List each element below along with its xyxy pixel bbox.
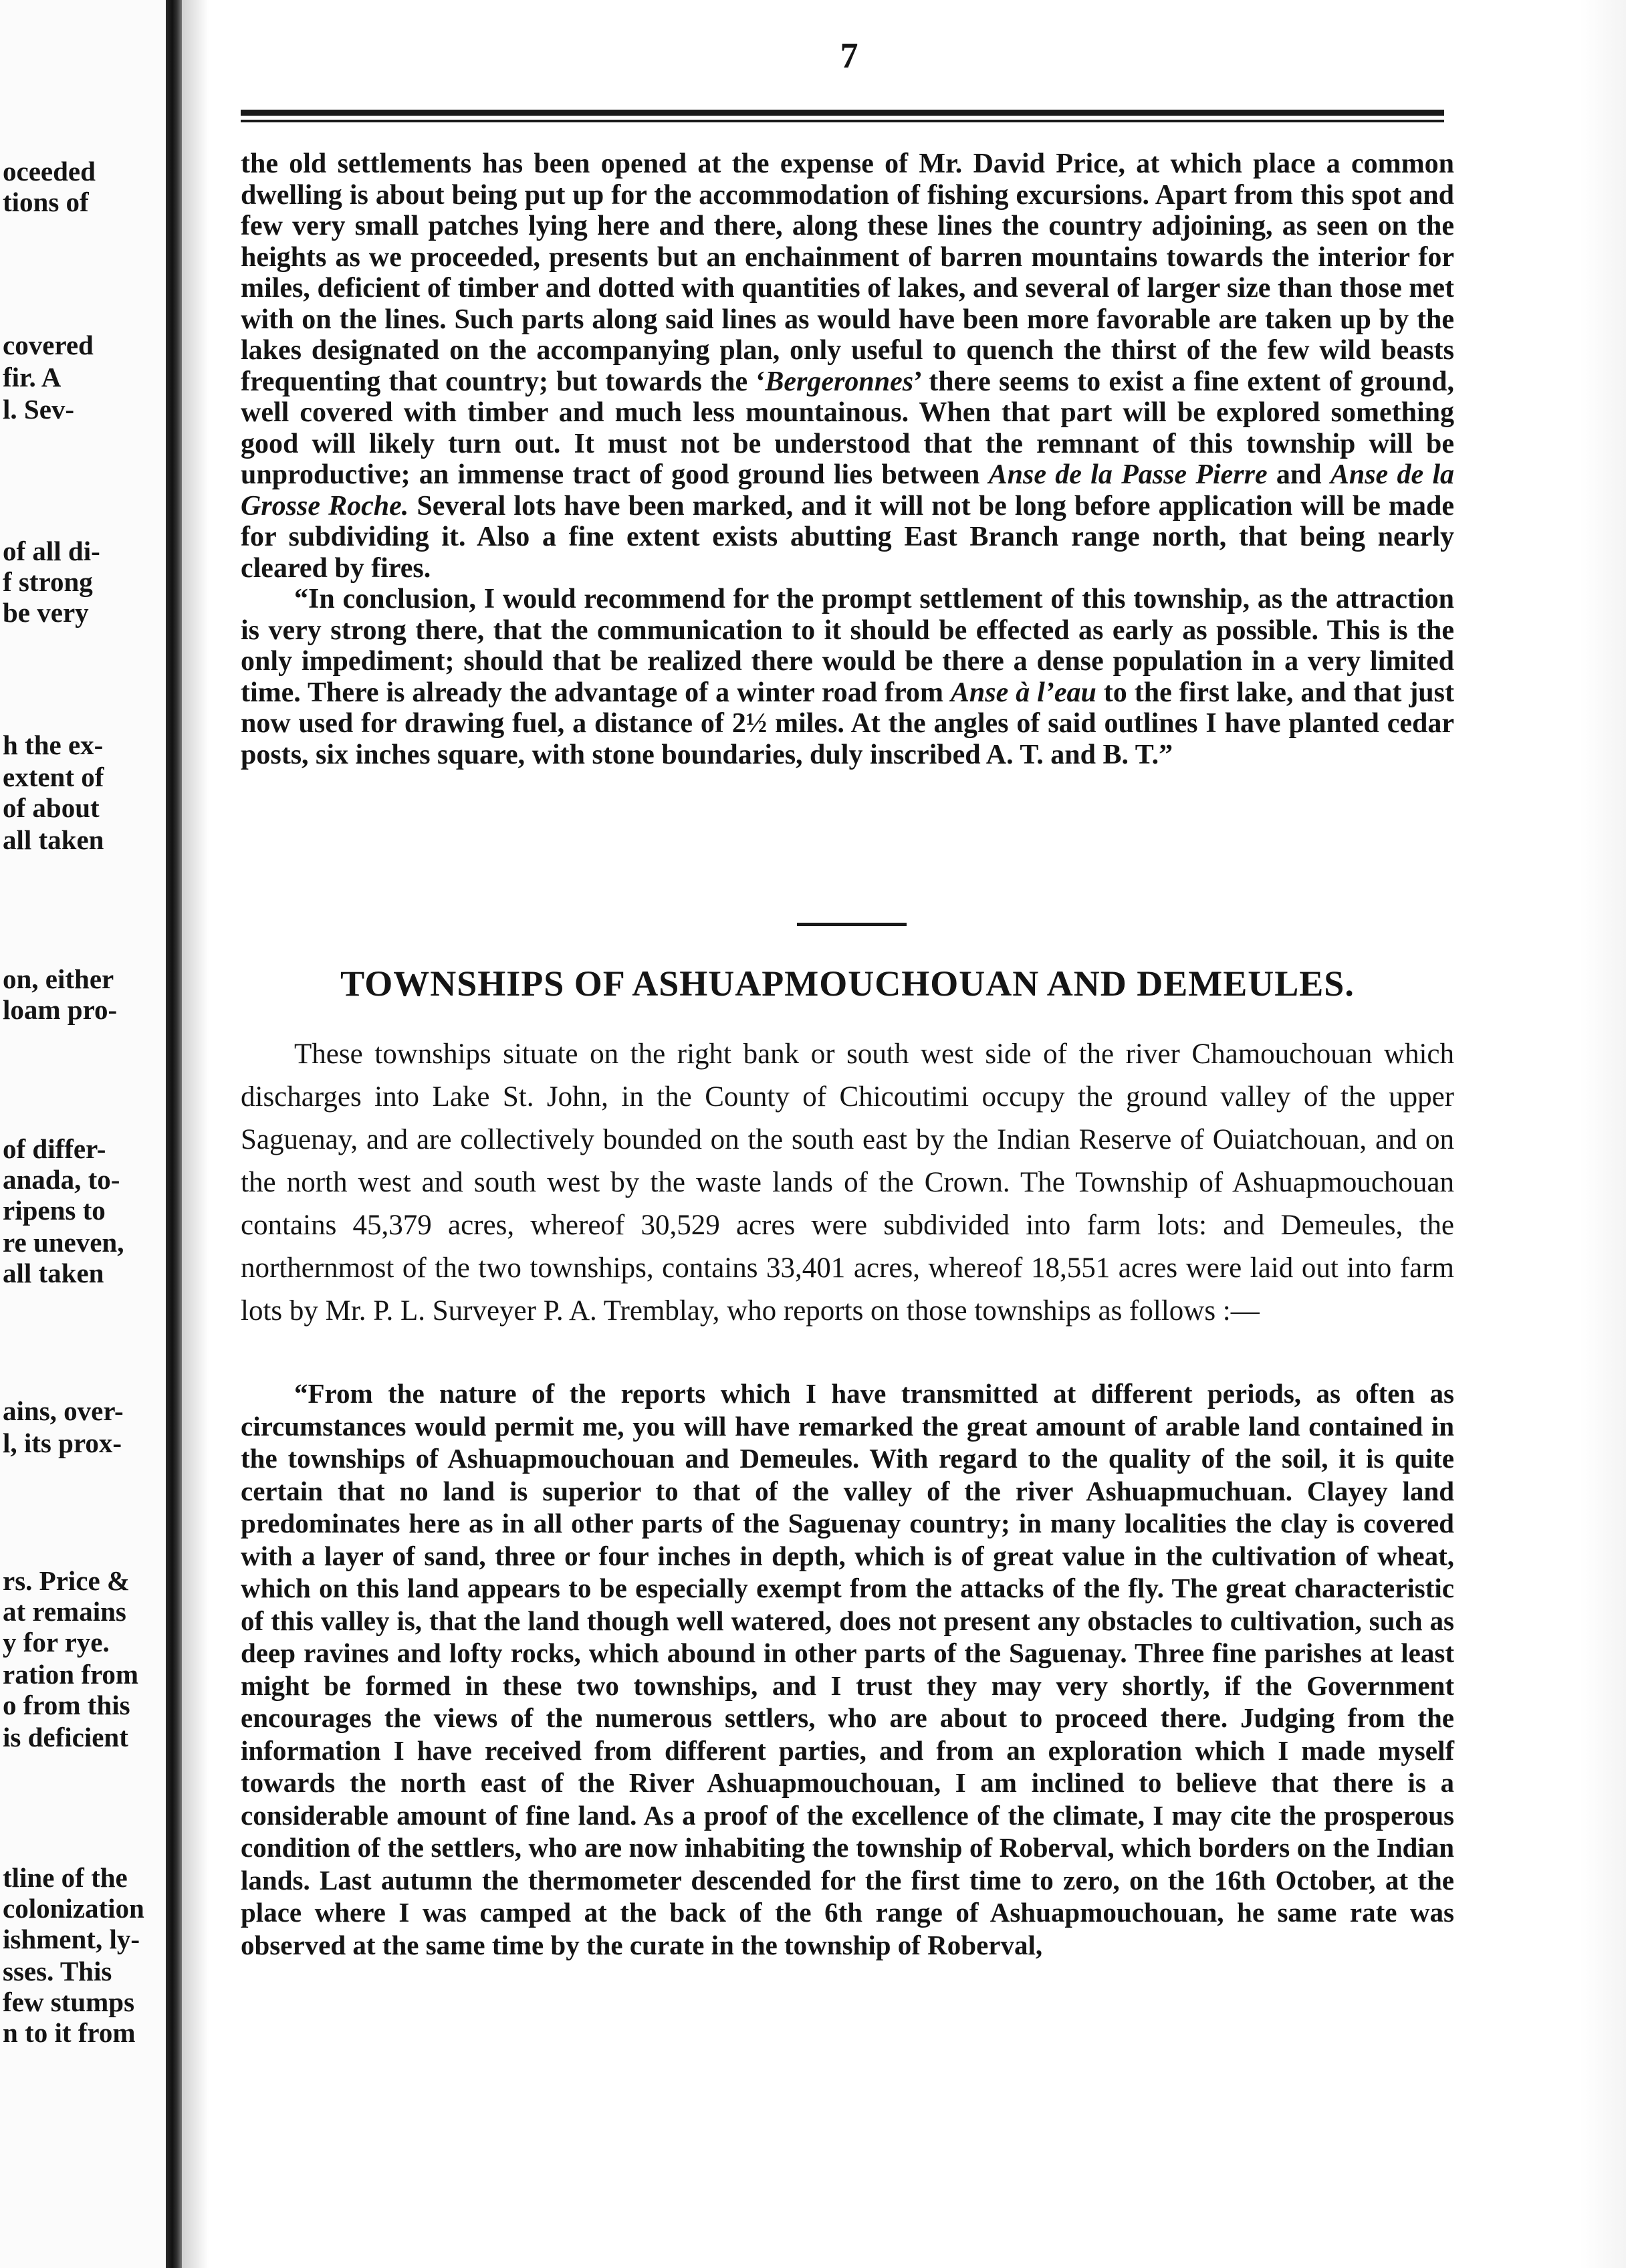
italic-place-name: Bergeronnes <box>765 366 914 397</box>
gutter-shadow <box>182 0 209 2268</box>
italic-place-name: Anse à l’eau <box>950 677 1096 708</box>
facing-page-fragment: is deficient <box>3 1722 128 1752</box>
text-run: to the first lake, and that just now used for drawing fuel, a distance of 2½ miles. At the angles of said outlines I have planted cedar posts, six inches square, with stone boundaries, duly inscribed A. T. and B. T.” <box>241 677 1454 770</box>
text-run: ’ there seems to exist a fine extent of ground, well covered with timber and much less mountainous. When that part will be explored something good will likely turn out. It must not be understood that the remnant of this township will be unproductive; an immense tract of good ground lies between <box>241 366 1454 490</box>
page-edge <box>1579 0 1626 2268</box>
text-run: the old settlements has been opened at the expense of Mr. David Price, at which place a common dwelling is about being put up for the accommodation of fishing excursions. Apart from this spot and few very small patches lying here and there, along these lines the country adjoining, as seen on the heights as we proceeded, presents but an enchainment of barren mountains towards the interior for miles, deficient of timber and dotted with quantities of lakes, and several of larger size than those met with on the lines. Such parts along said lines as would have been more favorable are taken up by the lakes designated on the accompanying plan, only useful to quench the thirst of the few wild beasts frequenting that country; but towards the ‘ <box>241 148 1454 397</box>
text-run: “In conclusion, I would recommend for the prompt settlement of this township, as the attraction is very strong there, that the communication to it should be effected as early as possible. This is the only impediment; should that be realized there would be there a dense population in a very limited time. There is already the advantage of a winter road from <box>241 584 1454 708</box>
facing-page-fragment: tions of <box>3 187 89 217</box>
facing-page-fragment: all taken <box>3 1258 104 1288</box>
facing-page-fragment: ishment, ly- <box>3 1924 140 1954</box>
facing-page-fragment: l. Sev- <box>3 394 75 425</box>
header-rule-thick <box>241 110 1444 116</box>
facing-page-fragment: oceeded <box>3 156 96 187</box>
page-number: 7 <box>840 35 858 76</box>
facing-page-fragment: all taken <box>3 824 104 855</box>
facing-page-fragment: o from this <box>3 1690 130 1720</box>
section-title: TOWNSHIPS OF ASHUAPMOUCHOUAN AND DEMEULES. <box>340 963 1355 1004</box>
facing-page <box>0 0 167 2268</box>
header-double-rule <box>241 110 1444 127</box>
facing-page-fragment: ration from <box>3 1659 139 1690</box>
facing-page-fragment: loam pro- <box>3 994 118 1025</box>
facing-page-fragment: y for rye. <box>3 1627 110 1658</box>
facing-page-fragment: tline of the <box>3 1862 128 1893</box>
facing-page-fragment: colonization <box>3 1893 144 1924</box>
facing-page-fragment: re uneven, <box>3 1227 124 1258</box>
paragraph-settlements <box>241 148 1454 584</box>
facing-page-fragment: sses. This <box>3 1956 112 1987</box>
facing-page-fragment: ripens to <box>3 1195 106 1226</box>
section-intro-text: These townships situate on the right bank or south west side of the river Chamouchouan which discharges into Lake St. John, in the County of Chicoutimi occupy the ground valley of the upper Saguenay, and are collectively bounded on the south east by the Indian Reserve of Ouiatchouan, and on the north west and south west by the waste lands of the Crown. The Township of Ashuapmouchouan contains 45,379 acres, whereof 30,529 acres were subdivided into farm lots: and Demeules, the northernmost of the two townships, contains 33,401 acres, whereof 18,551 acres were laid out into farm lots by Mr. P. L. Surveyer P. A. Tremblay, who reports on those townships as follows :— <box>241 1038 1454 1327</box>
facing-page-fragment: fir. A <box>3 362 62 392</box>
facing-page-text <box>0 0 167 2268</box>
text-run: and <box>1267 459 1330 490</box>
facing-page-fragment: of about <box>3 792 100 823</box>
facing-page-fragment: covered <box>3 330 94 360</box>
surveyor-report-text: “From the nature of the reports which I have transmitted at different periods, as often as circumstances would permit me, you will have remarked the great amount of arable land contained in the townships of Ashuapmouchouan and Demeules. With regard to the quality of the soil, it is quite certain that no land is superior to that of the valley of the river Ashuapmuchuan. Clayey land predominates here as in all other parts of the Saguenay country; in many localities the clay is covered with a layer of sand, three or four inches in depth, which is of great value in the cultivation of wheat, which on this land appears to be especially exempt from the attacks of the fly. The great characteristic of this valley is, that the land though well watered, does not present any obstacles to cultivation, such as deep ravines and lofty rocks, which abound in other parts of the Saguenay. Three fine parishes at least might be formed in these two townships, and I trust they may very shortly, if the Government encourages the views of the numerous settlers, who are about to proceed there. Judging from the information I have received from different parties, and from an exploration which I made myself towards the north east of the River Ashuapmouchouan, I am inclined to believe that there is a considerable amount of fine land. As a proof of the excellence of the climate, I may cite the prosperous condition of the settlers, who are now inhabiting the township of Roberval, which borders on the Indian lands. Last autumn the thermometer descended for the first time to zero, on the 16th October, at the place where I was camped at the back of the 6th range of Ashuapmouchouan, he same rate was observed at the same time by the curate in the township of Roberval, <box>241 1378 1454 1960</box>
facing-page-fragment: n to it from <box>3 2017 136 2048</box>
section-intro <box>241 1033 1454 1333</box>
book-gutter <box>166 0 182 2268</box>
facing-page-fragment: be very <box>3 597 89 628</box>
header-rule-thin <box>241 120 1444 122</box>
facing-page-fragment: ains, over- <box>3 1395 124 1426</box>
facing-page-fragment: l, its prox- <box>3 1428 122 1458</box>
facing-page-fragment: of all di- <box>3 536 100 566</box>
facing-page-fragment: f strong <box>3 566 93 597</box>
section-divider <box>797 923 907 926</box>
facing-page-fragment: h the ex- <box>3 729 104 760</box>
italic-place-name: Anse de la Passe Pierre <box>988 459 1268 490</box>
paragraph-conclusion <box>241 584 1454 770</box>
facing-page-fragment: rs. Price & <box>3 1565 130 1596</box>
facing-page-fragment: anada, to- <box>3 1164 120 1195</box>
facing-page-fragment: extent of <box>3 762 104 792</box>
facing-page-fragment: on, either <box>3 963 114 994</box>
text-run: Several lots have been marked, and it will not be long before application will be made for subdividing it. Also a fine extent exists abutting East Branch range north, that being nearly cleared by fires. <box>241 490 1454 584</box>
facing-page-fragment: at remains <box>3 1596 126 1627</box>
surveyor-report <box>241 1377 1454 1961</box>
facing-page-fragment: of differ- <box>3 1133 106 1164</box>
italic-place-name: Anse de la Grosse Roche. <box>241 459 1455 522</box>
facing-page-fragment: few stumps <box>3 1987 135 2017</box>
article-continued <box>241 148 1454 770</box>
